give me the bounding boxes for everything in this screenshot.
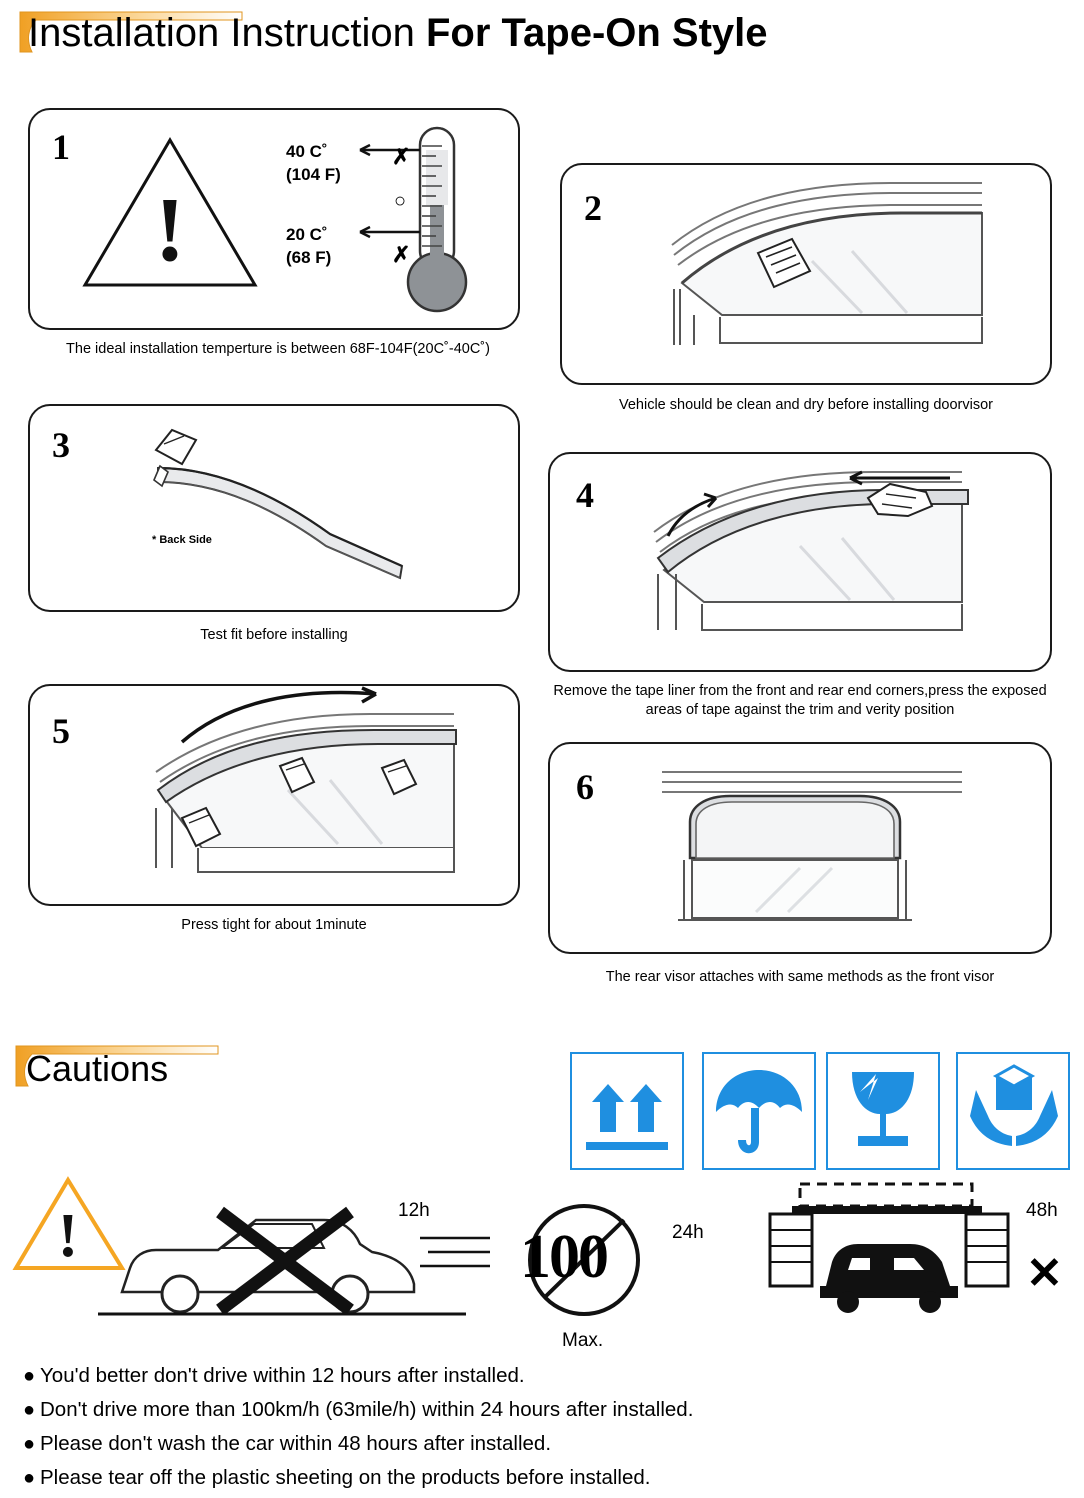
step-number-6: 6	[576, 767, 594, 807]
svg-text:!: !	[154, 178, 186, 280]
step-number-2: 2	[584, 188, 602, 228]
step-panel-6	[548, 742, 1052, 954]
step-1-temp-low	[286, 223, 331, 269]
bullet-text: Please don't wash the car within 48 hours after installed.	[40, 1432, 552, 1455]
fragile-glass-icon	[828, 1054, 938, 1168]
this-side-up-icon-box	[570, 1052, 684, 1170]
page-title-part-two: For Tape-On Style	[426, 11, 768, 55]
no-driving-figure	[98, 1186, 498, 1336]
step-number-1: 1	[52, 127, 70, 167]
list-item	[18, 1362, 1068, 1390]
step-panel-5	[28, 684, 520, 906]
page-header	[0, 0, 1084, 80]
temp-high-fahrenheit: (104 F)	[286, 165, 341, 184]
circle-mark-icon: ○	[394, 190, 407, 212]
step-number-4: 4	[576, 475, 594, 515]
bullet-text: You'd better don't drive within 12 hours after installed.	[40, 1364, 525, 1387]
no-wash-cross-icon: ✕	[1026, 1249, 1063, 1298]
step-number-5: 5	[52, 711, 70, 751]
step-5-caption: Press tight for about 1minute	[181, 917, 367, 933]
cautions-title: Cautions	[26, 1048, 169, 1089]
step-panel-1	[28, 108, 520, 330]
step-panel-4	[548, 452, 1052, 672]
page-title-part-one: Installation Instruction	[28, 11, 426, 55]
no-wash-hours-label: 48h	[1026, 1200, 1058, 1221]
step-panel-2	[560, 163, 1052, 385]
step-1-illustration	[30, 110, 518, 328]
back-side-label: * Back Side	[152, 534, 212, 546]
step-2-caption: Vehicle should be clean and dry before installing doorvisor	[618, 397, 993, 413]
bullet-text: Please tear off the plastic sheeting on the products before installed.	[40, 1466, 651, 1489]
bullet-text: Don't drive more than 100km/h (63mile/h) within 24 hours after installed.	[40, 1398, 694, 1421]
step-2-illustration	[562, 165, 1050, 383]
keep-dry-umbrella-icon	[704, 1054, 814, 1168]
step-panel-3	[28, 404, 520, 612]
handle-with-care-icon	[958, 1054, 1068, 1168]
temp-low-celsius: 20 C˚	[286, 225, 328, 244]
bullet-marker-icon: ●	[22, 1467, 36, 1489]
bullet-marker-icon: ●	[22, 1365, 36, 1387]
no-car-wash-figure	[752, 1170, 1032, 1320]
list-item	[18, 1464, 1068, 1492]
step-number-3: 3	[52, 425, 70, 465]
step-3-caption: Test fit before installing	[200, 627, 348, 643]
cross-mark-bottom-icon: ✗	[392, 242, 411, 267]
speed-limit-value: 100	[520, 1223, 607, 1291]
list-item	[18, 1396, 1068, 1424]
cautions-bullet-list	[18, 1362, 1068, 1498]
fragile-glass-icon-box	[826, 1052, 940, 1170]
this-side-up-icon	[572, 1054, 682, 1168]
speed-limit-max-label: Max.	[562, 1330, 604, 1351]
step-4-illustration	[550, 454, 1050, 670]
page-title	[28, 8, 768, 58]
temp-high-celsius: 40 C˚	[286, 142, 328, 161]
speed-hours-label: 24h	[672, 1222, 704, 1243]
handle-with-care-icon-box	[956, 1052, 1070, 1170]
keep-dry-umbrella-icon-box	[702, 1052, 816, 1170]
step-6-illustration	[550, 744, 1050, 952]
no-drive-hours-label: 12h	[398, 1200, 430, 1221]
list-item	[18, 1430, 1068, 1458]
step-1-temp-high	[286, 140, 341, 186]
bullet-marker-icon: ●	[22, 1433, 36, 1455]
step-3-illustration	[30, 406, 518, 610]
temp-low-fahrenheit: (68 F)	[286, 248, 332, 267]
step-1-caption: The ideal installation temperture is between 68F-104F(20C˚-40C˚)	[66, 341, 490, 357]
caution-figures	[0, 1160, 1084, 1360]
bullet-marker-icon: ●	[22, 1399, 36, 1421]
step-5-illustration	[30, 686, 518, 904]
step-4-caption: Remove the tape liner from the front and rear end corners,press the exposed areas of tape against the trim and verity position	[553, 683, 1047, 718]
step-6-caption: The rear visor attaches with same methods as the front visor	[605, 969, 995, 985]
svg-text:!: !	[57, 1202, 79, 1270]
cross-mark-top-icon: ✗	[392, 144, 411, 169]
